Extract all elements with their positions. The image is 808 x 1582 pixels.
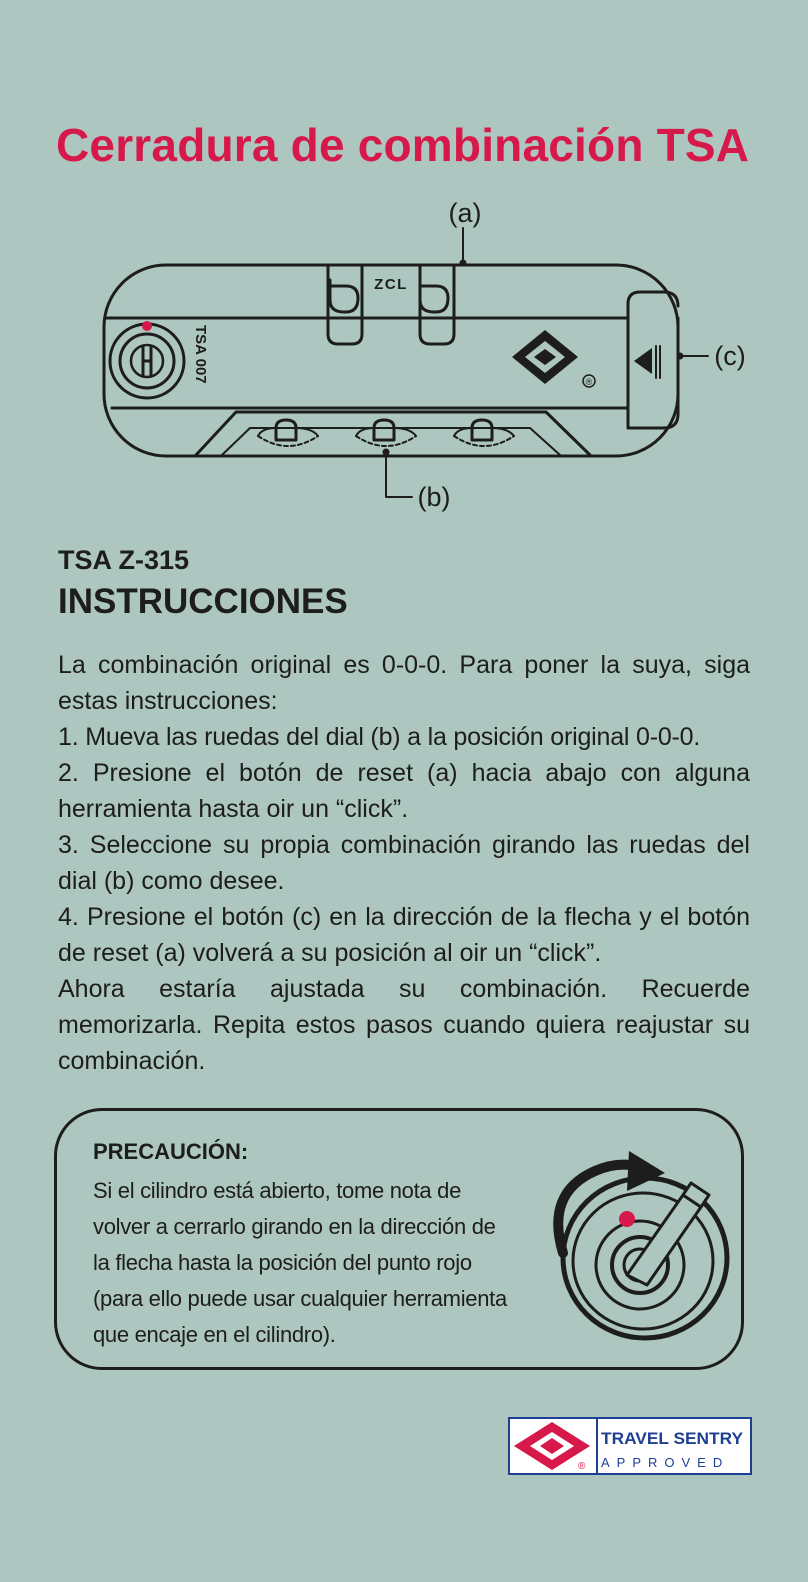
model-number: TSA Z-315 — [58, 545, 190, 575]
callout-c-label: (c) — [714, 341, 746, 371]
callout-b-label: (b) — [417, 482, 451, 512]
caution-text: Si el cilindro está abierto, tome nota de volver a cerrarlo girando en la dirección de la flecha hasta la posición del punto rojo (para ello puede usar cualquier herramienta que encaje en el cilindro). — [93, 1178, 507, 1347]
instruction-step-1: 1. Mueva las ruedas del dial (b) a la posición original 0-0-0. — [58, 723, 701, 751]
caution-title: PRECAUCIÓN: — [93, 1139, 249, 1164]
cylinder-rotation-icon — [535, 1133, 735, 1343]
instruction-step-4: 4. Presione el botón (c) en la dirección de la flecha y el botón de reset (a) volverá a su posición al oir un “click”. — [58, 903, 750, 967]
lock-registered-mark: ® — [585, 377, 593, 387]
instruction-step-3: 3. Seleccione su propia combinación girando las ruedas del dial (b) como desee. — [58, 831, 750, 895]
callout-a-label: (a) — [448, 198, 482, 228]
badge-registered-mark: ® — [578, 1461, 586, 1472]
callout-c-dot — [677, 353, 684, 360]
callout-a-dot — [460, 260, 467, 267]
instructions-intro: La combinación original es 0-0-0. Para poner la suya, siga estas instrucciones: — [58, 651, 750, 715]
callout-b-dot — [383, 449, 390, 456]
caution-red-dot — [619, 1211, 635, 1227]
travel-sentry-badge — [508, 1417, 752, 1475]
keyhole-label: TSA 007 — [192, 325, 209, 384]
instructions-heading: INSTRUCCIONES — [58, 582, 348, 621]
badge-line-2: APPROVED — [601, 1455, 730, 1470]
lock-diagram — [0, 190, 808, 520]
caution-box — [54, 1108, 744, 1370]
brand-mark: ZCL — [374, 276, 408, 293]
keyhole-cylinder-icon — [110, 324, 184, 398]
red-position-dot — [142, 321, 152, 331]
instruction-step-2: 2. Presione el botón de reset (a) hacia abajo con alguna herramienta hasta oir un “click”. — [58, 759, 750, 823]
instructions-closing: Ahora estaría ajustada su combinación. Recuerde memorizarla. Repita estos pasos cuando quiera reajustar su combinación. — [58, 975, 750, 1075]
page-title: Cerradura de combinación TSA — [56, 119, 750, 171]
badge-line-1: TRAVEL SENTRY — [601, 1429, 744, 1448]
instructions-body — [58, 647, 750, 1079]
